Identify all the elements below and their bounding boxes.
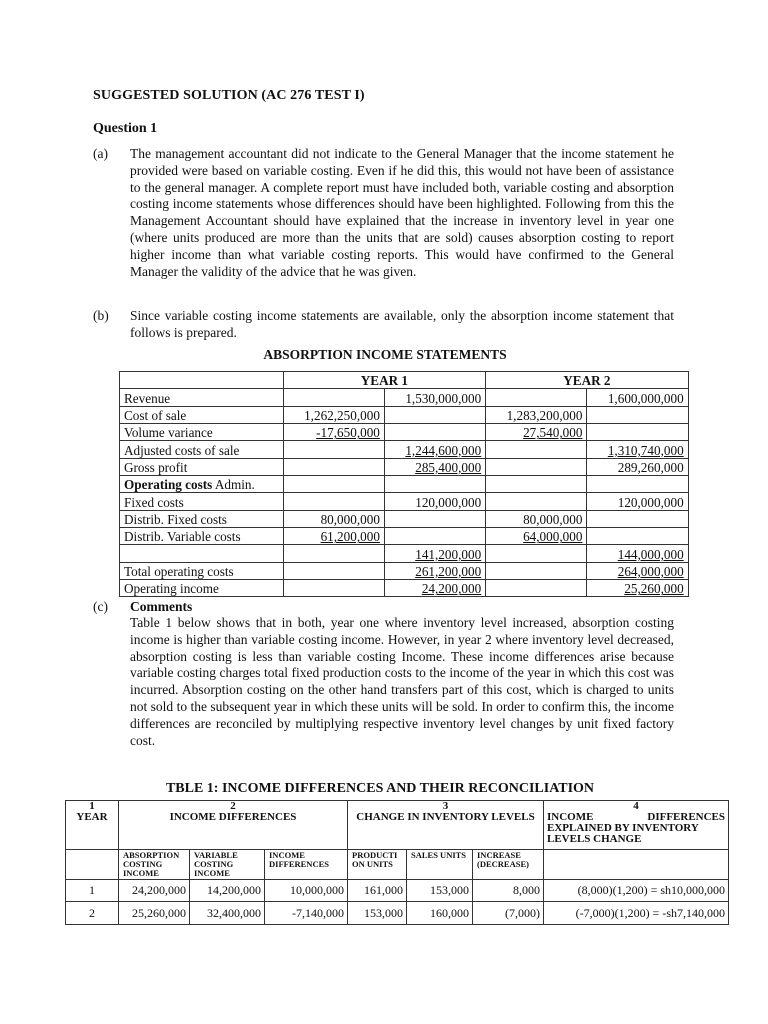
inventory-change-header: 3 CHANGE IN INVENTORY LEVELS xyxy=(348,801,544,850)
cell-value: 24,200,000 xyxy=(421,581,482,597)
op-costs-label-rest: Admin. xyxy=(212,477,255,493)
table-row xyxy=(120,493,768,510)
table-row xyxy=(120,441,768,458)
table-header-row xyxy=(120,372,768,389)
cell-value: 1,283,200,000 xyxy=(486,406,587,423)
table-row xyxy=(120,476,768,493)
year-cell: 1 xyxy=(66,880,119,902)
part-b-text: Since variable costing income statements are available, only the absorption income statement that follows is prepared. xyxy=(130,308,674,340)
row-label: Gross profit xyxy=(120,458,284,475)
cell-value: 64,000,000 xyxy=(523,529,583,545)
cell-value: (-7,000)(1,200) = -sh7,140,000 xyxy=(544,902,729,925)
row-label: Revenue xyxy=(120,389,284,406)
part-c-text: Table 1 below shows that in both, year one where inventory level increased, absorption costing income is higher than variable costing income. However, in year 2 where inventory level decreased, absorption costing is less than variable costing Income. These income differences arise because variable costing charges total fixed production costs to the income of the year in which this cost was incurred. Absorption costing on the other hand transfers part of this cost, which is charged to units not sold to the subsequent year in which these units will be sold. In order to confirm this, the income differences are reconciled by multiplying respective inventory level changes by unit fixed factory cost. xyxy=(130,615,674,748)
table-row xyxy=(66,880,729,902)
sub-header: ABSORPTION COSTING INCOME xyxy=(119,850,190,880)
row-label xyxy=(120,476,284,493)
row-label: Fixed costs xyxy=(120,493,284,510)
comments-heading: Comments xyxy=(130,599,193,614)
table-row xyxy=(120,562,768,579)
cell-value: 1,244,600,000 xyxy=(405,442,482,458)
cell-value: 141,200,000 xyxy=(415,546,482,562)
cell-value: 61,200,000 xyxy=(320,529,380,545)
cell-value: 1,310,740,000 xyxy=(607,442,684,458)
table-row xyxy=(120,458,768,475)
cell-value: 1,262,250,000 xyxy=(283,406,384,423)
income-differences-header: 2 INCOME DIFFERENCES xyxy=(119,801,348,850)
cell-value: 25,260,000 xyxy=(624,581,684,597)
cell-value: 80,000,000 xyxy=(486,510,587,527)
op-costs-label-bold: Operating costs xyxy=(124,477,213,493)
cell-value: 285,400,000 xyxy=(415,460,482,476)
table1-heading: TBLE 1: INCOME DIFFERENCES AND THEIR RECONCILIATION xyxy=(165,781,595,796)
cell-value: 1,530,000,000 xyxy=(384,389,485,406)
table-row xyxy=(120,424,768,441)
year2-header: YEAR 2 xyxy=(486,372,689,389)
sub-header: SALES UNITS xyxy=(407,850,473,880)
sub-header: INCOME DIFFERENCES xyxy=(265,850,348,880)
sub-header: VARIABLE COSTING INCOME xyxy=(190,850,265,880)
cell-value: 14,200,000 xyxy=(190,880,265,902)
row-label: Volume variance xyxy=(120,424,284,441)
cell-value: 24,200,000 xyxy=(119,880,190,902)
table-row xyxy=(120,406,768,423)
page-title: SUGGESTED SOLUTION (AC 276 TEST I) xyxy=(93,88,365,103)
cell-value: 153,000 xyxy=(407,880,473,902)
year-header: 1 YEAR xyxy=(66,801,119,850)
cell-value: 1,600,000,000 xyxy=(587,389,688,406)
cell-value: 153,000 xyxy=(348,902,407,925)
cell-value: 261,200,000 xyxy=(415,564,482,580)
part-b-label: (b) xyxy=(93,308,109,323)
question-title: Question 1 xyxy=(93,121,158,136)
cell-value: 289,260,000 xyxy=(587,458,688,475)
cell-value: 144,000,000 xyxy=(617,546,684,562)
cell-value: (7,000) xyxy=(473,902,544,925)
cell-value: 10,000,000 xyxy=(265,880,348,902)
part-a-text: The management accountant did not indicate to the General Manager that the income statement he provided were based on variable costing. Even if he did this, this would not have been of assistance to the general manager. A complete report must have included both, variable costing and absorption costing income statements whose differences should have been highlighted. Following from this the Management Accountant should have explained that the increase in inventory level in year one (where units produced are more than the units that are sold) causes absorption costing to report higher income than what variable costing reports. This would have confirmed to the General Manager the validity of the advice that he was given. xyxy=(130,146,674,279)
cell-value: 27,540,000 xyxy=(523,425,583,441)
year1-header: YEAR 1 xyxy=(283,372,486,389)
cell-value: 80,000,000 xyxy=(283,510,384,527)
cell-value: -17,650,000 xyxy=(316,425,380,441)
group-header-row xyxy=(66,801,729,850)
table-row xyxy=(120,528,768,545)
cell-value: 120,000,000 xyxy=(384,493,485,510)
sub-header: PRODUCTI ON UNITS xyxy=(348,850,407,880)
absorption-income-table xyxy=(119,371,768,597)
absorption-heading: ABSORPTION INCOME STATEMENTS xyxy=(263,347,507,362)
row-label: Adjusted costs of sale xyxy=(120,441,284,458)
row-label: Distrib. Fixed costs xyxy=(120,510,284,527)
cell-value: 25,260,000 xyxy=(119,902,190,925)
cell-value: -7,140,000 xyxy=(265,902,348,925)
cell-value: 160,000 xyxy=(407,902,473,925)
year-cell: 2 xyxy=(66,902,119,925)
cell-value: (8,000)(1,200) = sh10,000,000 xyxy=(544,880,729,902)
table-row xyxy=(66,902,729,925)
reconciliation-table xyxy=(65,800,729,925)
part-a-label: (a) xyxy=(93,146,108,161)
cell-value: 161,000 xyxy=(348,880,407,902)
table-row xyxy=(120,389,768,406)
row-label: Distrib. Variable costs xyxy=(120,528,284,545)
explained-header: 4 INCOME DIFFERENCES EXPLAINED BY INVENTORY LEVELS CHANGE xyxy=(544,801,729,850)
cell-value: 120,000,000 xyxy=(587,493,688,510)
table-row xyxy=(120,545,768,562)
sub-header-row xyxy=(66,850,729,880)
cell-value: 8,000 xyxy=(473,880,544,902)
cell-value: 32,400,000 xyxy=(190,902,265,925)
row-label: Total operating costs xyxy=(120,562,284,579)
cell-value: 264,000,000 xyxy=(617,564,684,580)
part-c-label: (c) xyxy=(93,599,108,614)
row-label: Cost of sale xyxy=(120,406,284,423)
sub-header: INCREASE (DECREASE) xyxy=(473,850,544,880)
table-row xyxy=(120,510,768,527)
table-row xyxy=(120,580,768,597)
row-label: Operating income xyxy=(120,580,284,597)
